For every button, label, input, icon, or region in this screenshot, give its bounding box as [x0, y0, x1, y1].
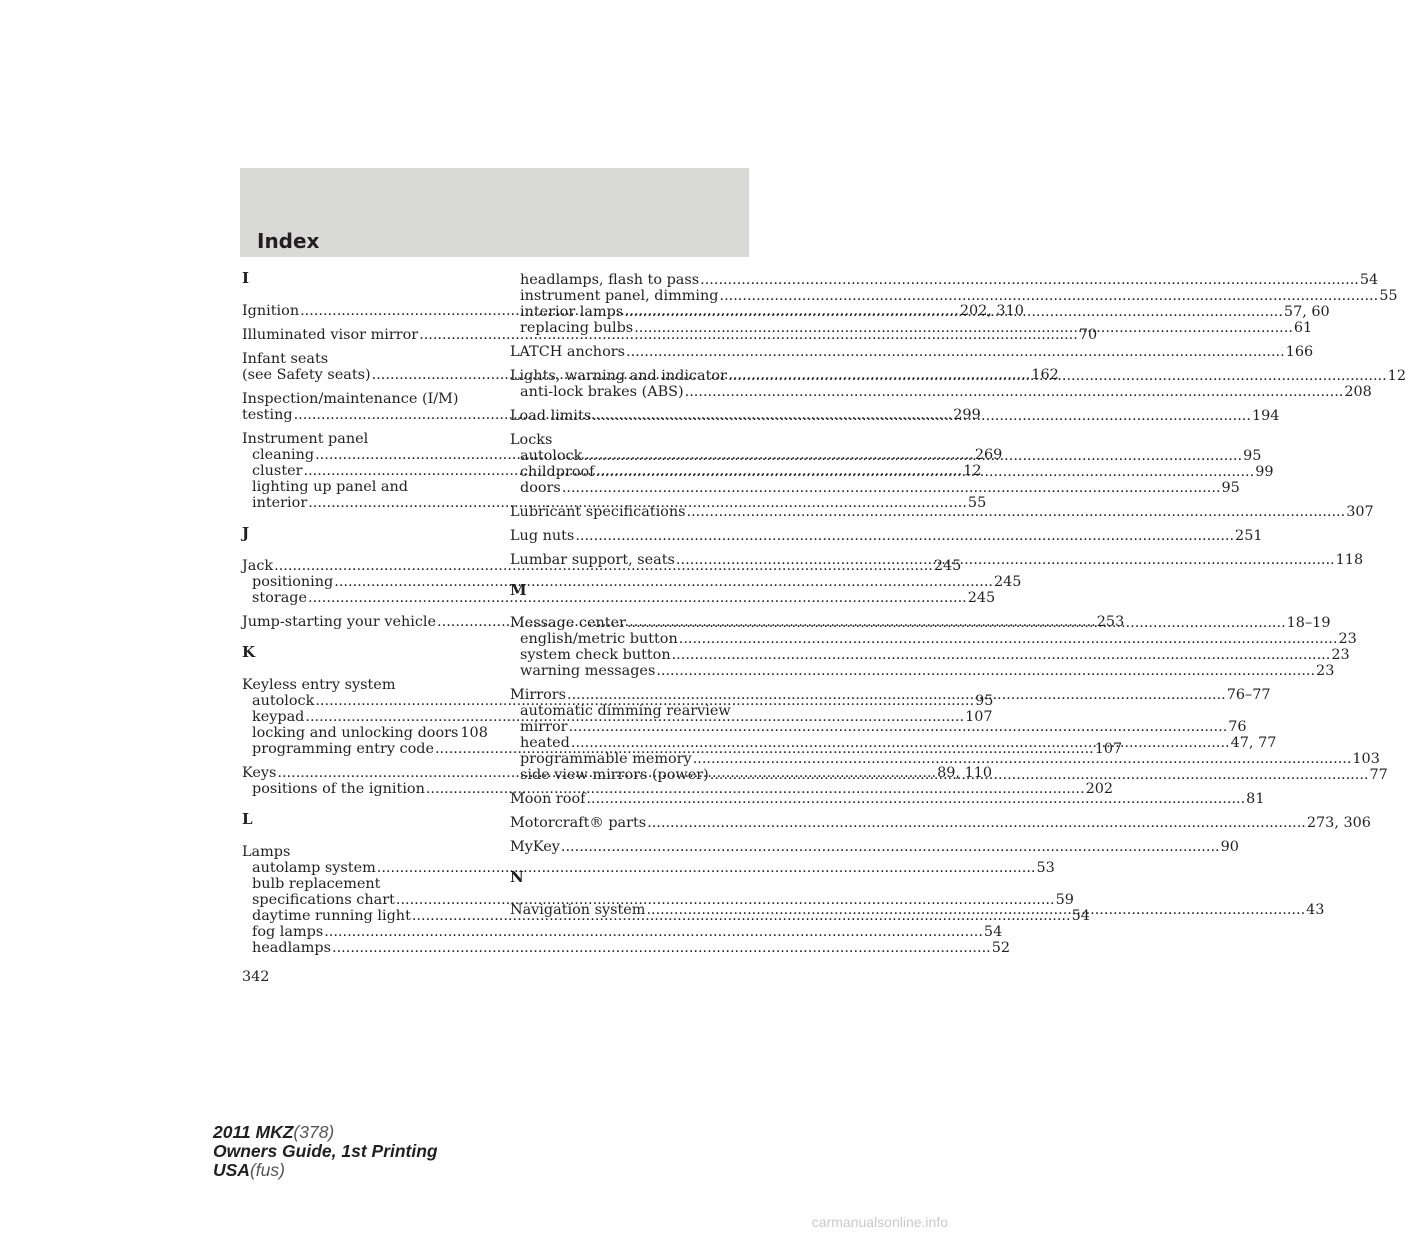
section-letter: N [510, 868, 524, 886]
entry-text: lighting up panel and [252, 479, 408, 495]
index-entry-line [510, 815, 1371, 831]
entry-page-ref: 76–77 [1226, 687, 1271, 703]
index-entry [510, 815, 1371, 831]
index-subentry-line [242, 781, 1114, 797]
entry-page-ref: 103 [1352, 751, 1380, 767]
index-entry-line [242, 677, 480, 693]
entry-text: Jack [242, 558, 274, 574]
index-subentry-line [242, 495, 987, 511]
dot-leader [571, 735, 1230, 751]
entry-page-ref: 208 [1344, 384, 1372, 400]
entry-text: anti-lock brakes (ABS) [520, 384, 684, 400]
index-subentry-line [242, 725, 488, 741]
index-subentry-line [242, 940, 1011, 956]
entry-text: testing [242, 407, 293, 423]
entry-text: Navigation system [510, 902, 646, 918]
index-subentry-line [242, 574, 1022, 590]
entry-text: Locks [510, 432, 553, 448]
index-subentry-line [242, 860, 1055, 876]
entry-text: keypad [252, 709, 305, 725]
entry-text: replacing bulbs [520, 320, 634, 336]
entry-text: Inspection/maintenance (I/M) [242, 391, 459, 407]
index-subentry-line [510, 647, 1350, 663]
dot-leader [332, 940, 991, 956]
index-subentry-line [242, 876, 480, 892]
dot-leader [324, 924, 983, 940]
entry-page-ref: 245 [967, 590, 996, 606]
index-subentry-line [242, 479, 480, 495]
entry-page-ref: 90 [1220, 839, 1239, 855]
entry-text: Jump-starting your vehicle [242, 614, 437, 630]
entry-text: Infant seats [242, 351, 329, 367]
entry-text: system check button [520, 647, 671, 663]
entry-page-ref: 23 [1331, 647, 1350, 663]
dot-leader [656, 663, 1315, 679]
index-subentry-line [510, 751, 1380, 767]
index-entry-line [510, 432, 750, 448]
entry-text: Keys [242, 765, 277, 781]
index-subentry-line [242, 924, 1003, 940]
index-subentry-line [510, 384, 1372, 400]
entry-text: Lamps [242, 844, 291, 860]
dot-leader [561, 839, 1220, 855]
entry-text: english/metric button [520, 631, 678, 647]
entry-page-ref: 95 [1243, 448, 1262, 464]
dot-leader [575, 528, 1234, 544]
index-entry-line [242, 431, 480, 447]
entry-text: positions of the ignition [252, 781, 425, 797]
entry-text: doors [520, 480, 561, 496]
entry-text: side view mirrors (power) [520, 767, 709, 783]
index-entry-line [510, 528, 1263, 544]
index-entry-line [242, 391, 480, 407]
dot-leader [624, 304, 1283, 320]
entry-text: cluster [252, 463, 303, 479]
section-title: Index [257, 229, 320, 253]
dot-leader [562, 480, 1221, 496]
section-letter: K [242, 643, 256, 661]
entry-text: bulb replacement [252, 876, 381, 892]
entry-page-ref: 53 [1036, 860, 1055, 876]
entry-text: locking and unlocking doors [252, 725, 459, 741]
entry-text: cleaning [252, 447, 315, 463]
footer-model: 2011 MKZ [213, 1122, 294, 1142]
dot-leader [700, 272, 1359, 288]
dot-leader [693, 751, 1352, 767]
entry-text: autolock [520, 448, 583, 464]
index-subentry-line [510, 272, 1379, 288]
entry-page-ref: 269 [974, 447, 1003, 463]
dot-leader [679, 631, 1338, 647]
entry-page-ref: 23 [1338, 631, 1357, 647]
entry-page-ref: 251 [1235, 528, 1263, 544]
entry-page-ref: 54 [1071, 908, 1090, 924]
entry-text: interior [252, 495, 308, 511]
entry-text: heated [520, 735, 570, 751]
index-entry-line [510, 839, 1239, 855]
entry-text: instrument panel, dimming [520, 288, 719, 304]
dot-leader [586, 791, 1245, 807]
entry-page-ref: 107 [965, 709, 993, 725]
entry-text: Keyless entry system [242, 677, 396, 693]
dot-leader [596, 464, 1255, 480]
entry-text: Moon roof [510, 791, 586, 807]
entry-page-ref: 99 [1255, 464, 1274, 480]
dot-leader [672, 647, 1331, 663]
entry-page-ref: 118 [1335, 552, 1364, 568]
dot-leader [685, 384, 1344, 400]
entry-page-ref: 273, 306 [1306, 815, 1371, 831]
entry-text: daytime running light [252, 908, 411, 924]
entry-page-ref: 59 [1055, 892, 1074, 908]
index-subentry-line [510, 288, 1398, 304]
entry-text: fog lamps [252, 924, 324, 940]
dot-leader [592, 408, 1251, 424]
dot-leader [710, 767, 1369, 783]
entry-page-ref: 55 [967, 495, 987, 511]
footer [213, 1123, 438, 1180]
index-subentry-line [242, 892, 1074, 908]
page-number: 342 [242, 969, 270, 985]
section-header-band [240, 168, 749, 257]
entry-text: LATCH anchors [510, 344, 625, 360]
entry-page-ref: 194 [1251, 408, 1280, 424]
index-subentry-line [242, 590, 996, 606]
dot-leader [583, 448, 1242, 464]
entry-page-ref: 12 [1387, 368, 1406, 384]
dot-leader [626, 344, 1285, 360]
entry-page-ref: 299 [953, 407, 981, 423]
dot-leader [567, 687, 1226, 703]
entry-page-ref: 162 [1031, 367, 1059, 383]
index-subentry-line [510, 719, 1247, 735]
entry-page-ref: 61 [1293, 320, 1313, 336]
index-subentry-line [510, 480, 1240, 496]
entry-page-ref: 202 [1085, 781, 1114, 797]
entry-page-ref: 81 [1246, 791, 1265, 807]
entry-page-ref: 54 [1359, 272, 1379, 288]
index-subentry-line [510, 631, 1357, 647]
dot-leader [634, 320, 1293, 336]
entry-text: Lubricant specifications [510, 504, 686, 520]
index-entry-line [510, 344, 1314, 360]
entry-text: specifications chart [252, 892, 395, 908]
entry-page-ref: 307 [1346, 504, 1374, 520]
entry-page-ref: 55 [1379, 288, 1398, 304]
dot-leader [720, 288, 1379, 304]
entry-text: MyKey [510, 839, 560, 855]
index-entry-line [510, 791, 1265, 807]
entry-page-ref: 108 [460, 725, 488, 741]
entry-text: Ignition [242, 303, 300, 319]
entry-text: automatic dimming rearview [520, 703, 731, 719]
dot-leader [687, 504, 1346, 520]
entry-page-ref: 89, 110 [937, 765, 993, 781]
entry-text: Message center [510, 615, 626, 631]
footer-model-code: (378) [293, 1122, 335, 1142]
footer-region: USA [213, 1160, 250, 1180]
entry-text: positioning [252, 574, 334, 590]
entry-text: (see Safety seats) [242, 367, 371, 383]
entry-text: Mirrors [510, 687, 567, 703]
entry-page-ref: 95 [975, 693, 994, 709]
entry-page-ref: 18–19 [1286, 615, 1331, 631]
index-entry [510, 528, 1263, 544]
entry-text: autolock [252, 693, 315, 709]
entry-page-ref: 107 [1094, 741, 1123, 757]
section-letter: M [510, 581, 527, 599]
entry-text: childproof [520, 464, 595, 480]
entry-page-ref: 43 [1306, 902, 1325, 918]
entry-page-ref: 166 [1285, 344, 1314, 360]
entry-text: storage [252, 590, 308, 606]
section-letter: J [242, 524, 250, 542]
entry-text: mirror [520, 719, 568, 735]
entry-page-ref: 47, 77 [1230, 735, 1277, 751]
index-entry-line [242, 351, 480, 367]
dot-leader [676, 552, 1335, 568]
entry-page-ref: 245 [993, 574, 1022, 590]
index-subentry-line [510, 703, 750, 719]
entry-text: programmable memory [520, 751, 692, 767]
entry-text: headlamps, flash to pass [520, 272, 700, 288]
entry-text: Lumbar support, seats [510, 552, 675, 568]
index-entry-line [242, 844, 480, 860]
dot-leader [569, 719, 1228, 735]
dot-leader [647, 815, 1306, 831]
entry-page-ref: 52 [991, 940, 1011, 956]
dot-leader [627, 615, 1286, 631]
entry-text: warning messages [520, 663, 656, 679]
index-entry-line [510, 504, 1374, 520]
dot-leader [728, 368, 1387, 384]
entry-page-ref: 245 [933, 558, 962, 574]
entry-text: Lights, warning and indicator [510, 368, 727, 384]
entry-text: Instrument panel [242, 431, 369, 447]
entry-page-ref: 54 [983, 924, 1003, 940]
entry-text: Load limits [510, 408, 592, 424]
entry-page-ref: 202, 310 [959, 303, 1024, 319]
index-entry [510, 839, 1239, 855]
footer-region-code: (fus) [249, 1160, 285, 1180]
entry-page-ref: 77 [1369, 767, 1388, 783]
entry-page-ref: 12 [963, 463, 982, 479]
watermark[interactable]: carmanualsonline.info [811, 1214, 948, 1230]
entry-text: autolamp system [252, 860, 376, 876]
entry-page-ref: 95 [1221, 480, 1240, 496]
entry-page-ref: 76 [1228, 719, 1247, 735]
entry-page-ref: 70 [1078, 327, 1098, 343]
entry-text: Lug nuts [510, 528, 575, 544]
index-entry [510, 791, 1265, 807]
entry-page-ref: 57, 60 [1283, 304, 1330, 320]
index-entry [510, 504, 1374, 520]
index-subentry-line [510, 663, 1335, 679]
dot-leader [646, 902, 1305, 918]
entry-text: Illuminated visor mirror [242, 327, 419, 343]
entry-text: interior lamps [520, 304, 624, 320]
section-letter: I [242, 269, 250, 287]
entry-text: Motorcraft® parts [510, 815, 647, 831]
entry-page-ref: 253 [1096, 614, 1125, 630]
entry-text: headlamps [252, 940, 332, 956]
footer-guide: Owners Guide, 1st Printing [213, 1141, 438, 1161]
index-entry [510, 344, 1314, 360]
entry-text: programming entry code [252, 741, 434, 757]
section-letter: L [242, 810, 253, 828]
entry-page-ref: 23 [1316, 663, 1335, 679]
